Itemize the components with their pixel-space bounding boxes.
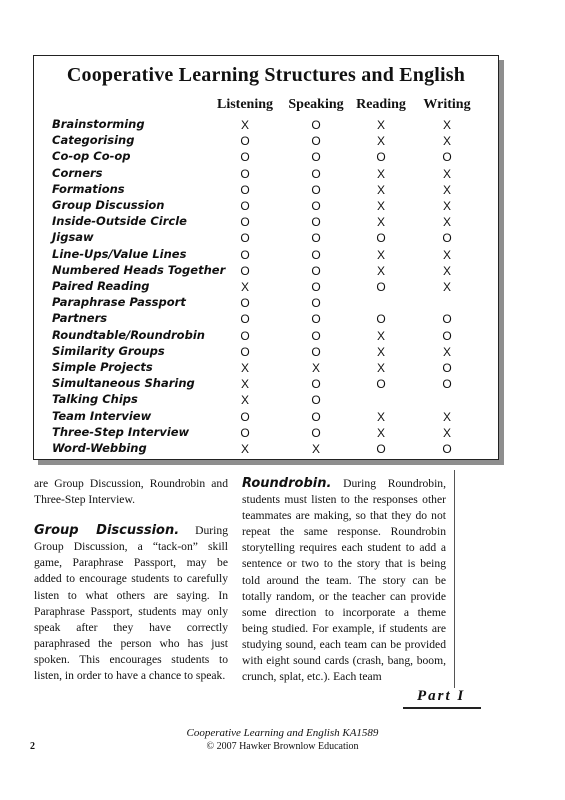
cell-mark: O — [311, 199, 321, 213]
cell-mark: O — [240, 312, 250, 327]
cell-mark: O — [311, 263, 321, 278]
cell-mark: O — [311, 377, 321, 392]
cell-mark: O — [240, 263, 250, 278]
row-label: Simultaneous Sharing — [52, 376, 195, 391]
row-label: Group Discussion — [52, 198, 165, 212]
cell-mark: X — [442, 134, 452, 149]
cell-mark: X — [240, 377, 250, 392]
cell-mark: O — [442, 442, 452, 456]
part-underline — [403, 707, 481, 709]
roundrobin-heading: Roundrobin. — [242, 476, 332, 491]
cell-mark: O — [240, 215, 250, 230]
cell-mark: O — [442, 328, 452, 343]
cell-mark: X — [376, 182, 386, 197]
row-label: Word-Webbing — [52, 441, 147, 455]
cell-mark: O — [311, 425, 321, 440]
cell-mark: O — [240, 199, 250, 213]
cell-mark: O — [442, 312, 452, 327]
row-label: Roundtable/Roundrobin — [52, 327, 205, 342]
cell-mark: X — [240, 361, 250, 375]
cell-mark: O — [376, 280, 386, 294]
row-label: Corners — [52, 165, 103, 180]
cell-mark: O — [442, 150, 452, 165]
row-label: Talking Chips — [52, 392, 138, 407]
cell-mark: X — [376, 166, 386, 181]
cell-mark: O — [311, 150, 321, 165]
cell-mark: X — [311, 442, 321, 456]
cell-mark: X — [442, 247, 452, 262]
structures-table — [33, 55, 499, 460]
row-label: Paraphrase Passport — [52, 295, 186, 310]
footer-copyright: © 2007 Hawker Brownlow Education — [206, 741, 359, 752]
cell-mark: O — [240, 247, 250, 262]
cell-mark: O — [240, 231, 250, 246]
cell-mark: X — [376, 409, 386, 424]
left-text-column — [34, 476, 228, 684]
cell-mark: O — [376, 442, 386, 456]
row-label: Paired Reading — [52, 279, 150, 293]
cell-mark: O — [311, 231, 321, 246]
cell-mark: O — [311, 344, 321, 359]
cell-mark: O — [311, 328, 321, 343]
cell-mark: O — [311, 296, 321, 311]
cell-mark: O — [311, 215, 321, 230]
row-label: Three-Step Interview — [52, 424, 190, 439]
column-header-listening: Listening — [216, 97, 274, 112]
cell-mark: X — [442, 215, 452, 230]
cell-mark: O — [442, 231, 452, 246]
cell-mark: X — [311, 361, 321, 375]
cell-mark: O — [240, 409, 250, 424]
cell-mark: O — [311, 312, 321, 327]
cell-mark: X — [442, 199, 452, 213]
cell-mark: X — [442, 182, 452, 197]
cell-mark: X — [442, 118, 452, 132]
cell-mark: O — [240, 134, 250, 149]
cell-mark: X — [442, 166, 452, 181]
group-discussion-heading: Group Discussion. — [34, 523, 180, 539]
part-label: Part I — [417, 688, 466, 704]
cell-mark: X — [240, 118, 250, 132]
cell-mark: O — [376, 150, 386, 165]
cell-mark: X — [376, 199, 386, 213]
cell-mark: O — [311, 280, 321, 294]
cell-mark: O — [311, 393, 321, 408]
cell-mark: X — [240, 442, 250, 456]
cell-mark: O — [311, 247, 321, 262]
group-discussion-body: During Group Discussion, a “tack-on” skill game, Paraphrase Passport, may be added to encourage students to carefully listen to what others are saying. In Paraphrase Passport, students may only speak after they have correctly paraphrased the person who has just spoken. This encourages students to listen, in order to have a chance to speak. — [34, 524, 228, 683]
cell-mark: X — [376, 425, 386, 440]
cell-mark: X — [240, 280, 250, 294]
cell-mark: X — [442, 263, 452, 278]
cell-mark: O — [240, 166, 250, 181]
column-header-reading: Reading — [356, 97, 406, 112]
right-text-column — [242, 476, 446, 685]
cell-mark: O — [376, 231, 386, 246]
cell-mark: O — [240, 182, 250, 197]
cell-mark: X — [376, 344, 386, 359]
footer-title: Cooperative Learning and English KA1589 — [186, 727, 379, 739]
cell-mark: O — [311, 118, 321, 132]
cell-mark: X — [442, 344, 452, 359]
row-label: Numbered Heads Together — [52, 262, 226, 277]
cell-mark: X — [376, 215, 386, 230]
cell-mark: O — [240, 150, 250, 165]
column-header-writing: Writing — [423, 97, 471, 112]
column-header-speaking: Speaking — [288, 97, 344, 112]
cell-mark: O — [442, 377, 452, 392]
cell-mark: O — [311, 182, 321, 197]
cell-mark: X — [442, 425, 452, 440]
cell-mark: O — [240, 344, 250, 359]
cell-mark: O — [240, 328, 250, 343]
cell-mark: O — [240, 296, 250, 311]
row-label: Categorising — [52, 133, 135, 148]
roundrobin-body: During Roundrobin, students must listen to the responses other teammates are making, so that they do not repeat the same response. Roundrobin storytelling requires each student to add a sentence or two to the story that is being told around the team. The story can be totally random, or the teacher can provide some direction to incorporate a theme being studied. For example, if students are studying sound, each team can be provided with eight sound cards (crash, bang, boom, crunch, splat, etc.). Each team — [242, 477, 446, 684]
table-title: Cooperative Learning Structures and English — [66, 64, 466, 86]
row-label: Similarity Groups — [52, 343, 165, 358]
cell-mark: O — [311, 166, 321, 181]
cell-mark: O — [442, 361, 452, 375]
cell-mark: O — [311, 409, 321, 424]
row-label: Formations — [52, 181, 125, 196]
cell-mark: X — [376, 118, 386, 132]
cell-mark: O — [376, 377, 386, 392]
cell-mark: O — [240, 425, 250, 440]
cell-mark: X — [376, 134, 386, 149]
cell-mark: X — [376, 328, 386, 343]
cell-mark: O — [376, 312, 386, 327]
row-label: Line-Ups/Value Lines — [52, 246, 187, 261]
cell-mark: X — [240, 393, 250, 408]
intro-text: are Group Discussion, Roundrobin and Three-Step Interview. — [34, 477, 228, 507]
column-divider — [454, 470, 455, 688]
row-label: Brainstorming — [52, 117, 145, 131]
cell-mark: X — [442, 280, 452, 294]
cell-mark: O — [311, 134, 321, 149]
row-label: Inside-Outside Circle — [52, 214, 187, 229]
page-number: 2 — [30, 741, 35, 752]
row-label: Simple Projects — [52, 360, 153, 374]
row-label: Co-op Co-op — [52, 149, 131, 164]
cell-mark: X — [442, 409, 452, 424]
cell-mark: X — [376, 247, 386, 262]
row-label: Team Interview — [52, 408, 152, 423]
cell-mark: X — [376, 263, 386, 278]
row-label: Jigsaw — [52, 230, 94, 245]
cell-mark: X — [376, 361, 386, 375]
row-label: Partners — [52, 311, 108, 326]
